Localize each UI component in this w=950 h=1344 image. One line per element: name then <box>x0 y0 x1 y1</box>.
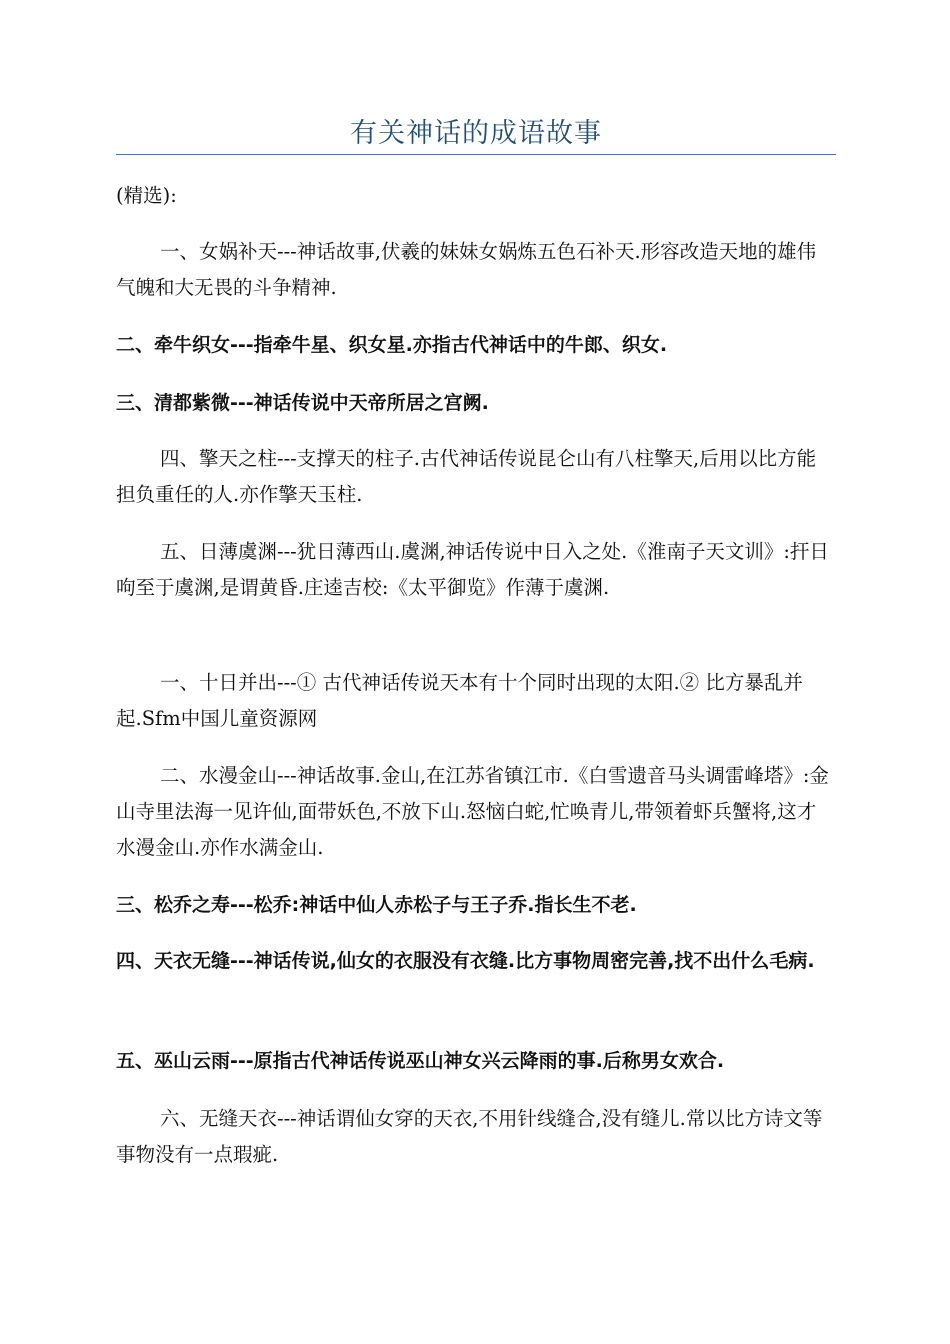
document-title: 有关神话的成语故事 <box>350 118 602 149</box>
paragraph-6: 一、十日并出---① 古代神话传说天本有十个同时出现的太阳.② 比方暴乱并起.Sfm中国儿童资源网 <box>116 671 803 730</box>
paragraph-5: 五、日薄虞渊---犹日薄西山.虞渊,神话传说中日入之处.《淮南子天文训》:扞日呴至于虞渊,是谓黄昏.庄逵吉校:《太平御览》作薄于虞渊. <box>116 540 829 599</box>
paragraph-4: 四、擎天之柱---支撑天的柱子.古代神话传说昆仑山有八柱擎天,后用以比方能担负重任的人.亦作擎天玉柱. <box>116 447 817 506</box>
paragraph-1: 一、女娲补天---神话故事,伏羲的妹妹女娲炼五色石补天.形容改造天地的雄伟气魄和大无畏的斗争精神. <box>116 240 817 299</box>
paragraph-10: 五、巫山云雨---原指古代神话传说巫山神女兴云降雨的事.后称男女欢合. <box>116 1050 725 1072</box>
paragraph-7: 二、水漫金山---神话故事.金山,在江苏省镇江市.《白雪遗音马头调雷峰塔》:金山寺里法海一见许仙,面带妖色,不放下山.怒恼白蛇,忙唤青儿,带领着虾兵蟹将,这才水漫金山.亦作水满金山. <box>116 764 829 859</box>
title-underline <box>116 154 836 155</box>
paragraph-9: 四、天衣无缝---神话传说,仙女的衣服没有衣缝.比方事物周密完善,找不出什么毛病. <box>116 950 815 972</box>
intro-text: (精选): <box>116 184 177 207</box>
paragraph-11: 六、无缝天衣---神话谓仙女穿的天衣,不用针线缝合,没有缝儿.常以比方诗文等事物没有一点瑕疵. <box>116 1107 823 1166</box>
paragraph-3: 三、清都紫微---神话传说中天帝所居之宫阙. <box>116 392 489 414</box>
paragraph-2: 二、牵牛织女---指牵牛星、织女星.亦指古代神话中的牛郎、织女. <box>116 334 668 356</box>
paragraph-8: 三、松乔之寿---松乔:神话中仙人赤松子与王子乔.指长生不老. <box>116 894 637 916</box>
